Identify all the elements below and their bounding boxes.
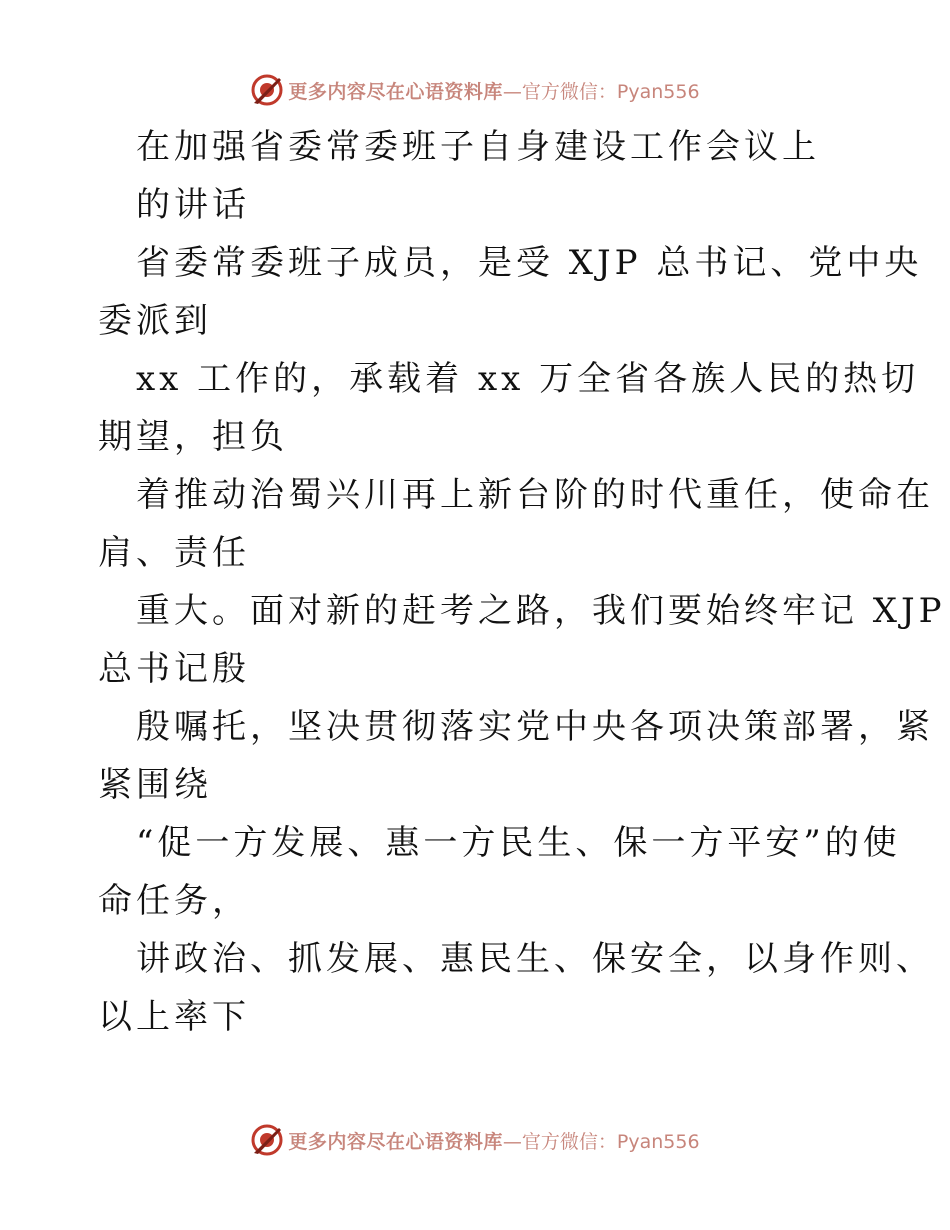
quill-pen-logo-icon bbox=[250, 1123, 284, 1157]
footer-watermark bbox=[0, 1118, 950, 1162]
text-line: 讲政治、抓发展、惠民生、保安全，以身作则、 bbox=[136, 939, 934, 979]
text-line: 省委常委班子成员，是受 XJP 总书记、党中央 bbox=[136, 243, 923, 283]
watermark-sub-text: —官方微信：Pyan556 bbox=[502, 80, 700, 103]
text-line: 着推动治蜀兴川再上新台阶的时代重任，使命在 bbox=[136, 475, 934, 515]
text-line: 重大。面对新的赶考之路，我们要始终牢记 XJP bbox=[136, 591, 946, 631]
text-line: 期望，担负 bbox=[98, 417, 288, 457]
text-line: 以上率下 bbox=[98, 997, 250, 1037]
text-line: 在加强省委常委班子自身建设工作会议上 bbox=[136, 127, 820, 167]
text-line: 委派到 bbox=[98, 301, 212, 341]
quill-pen-logo-icon bbox=[250, 73, 284, 107]
text-line: 命任务， bbox=[98, 881, 250, 921]
text-line: 的讲话 bbox=[136, 185, 250, 225]
watermark-main-text: 更多内容尽在心语资料库 bbox=[288, 1130, 503, 1153]
text-line: xx 工作的，承载着 xx 万全省各族人民的热切 bbox=[136, 359, 920, 399]
document-body bbox=[98, 118, 946, 1046]
text-line: 紧围绕 bbox=[98, 765, 212, 805]
text-line: “促一方发展、惠一方民生、保一方平安”的使 bbox=[136, 823, 901, 863]
text-line: 肩、责任 bbox=[98, 533, 250, 573]
text-line: 殷嘱托，坚决贯彻落实党中央各项决策部署，紧 bbox=[136, 707, 934, 747]
header-watermark bbox=[0, 68, 950, 112]
watermark-main-text: 更多内容尽在心语资料库 bbox=[288, 80, 503, 103]
text-line: 总书记殷 bbox=[98, 649, 250, 689]
watermark-sub-text: —官方微信：Pyan556 bbox=[502, 1130, 700, 1153]
